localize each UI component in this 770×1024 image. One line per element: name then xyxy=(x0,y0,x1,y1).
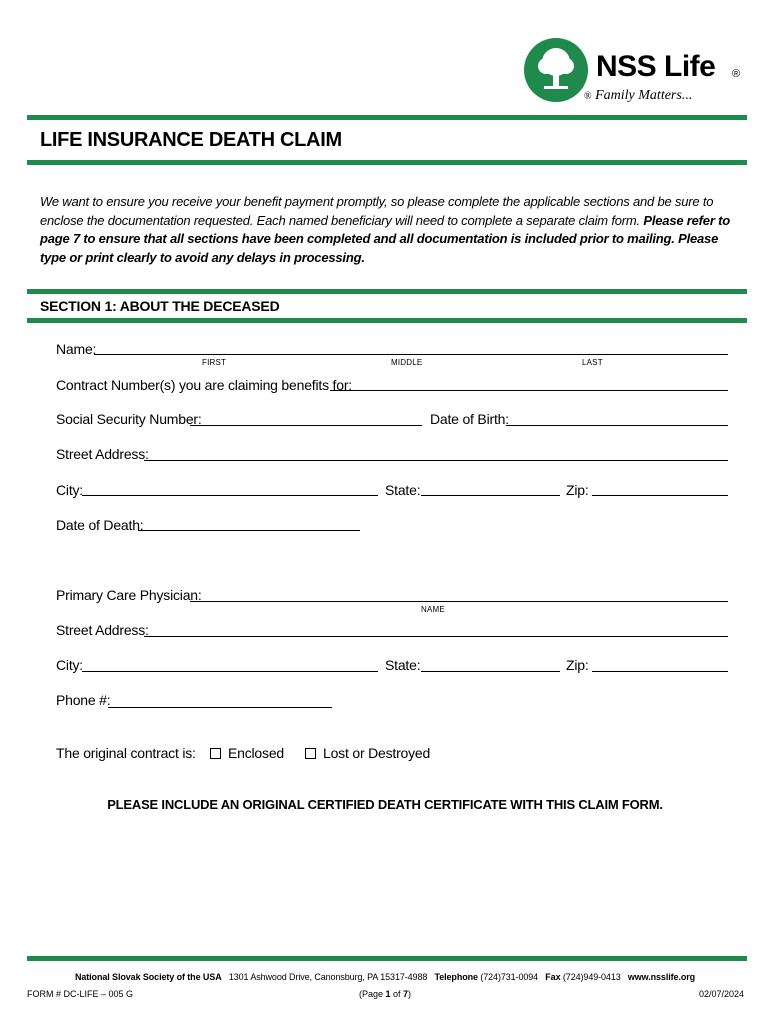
state-field[interactable] xyxy=(421,495,560,496)
title-divider xyxy=(27,160,747,165)
ssn-field[interactable] xyxy=(190,425,422,426)
logo-tagline: ® Family Matters... xyxy=(584,88,693,103)
revision-date: 02/07/2024 xyxy=(698,989,744,999)
page-title: LIFE INSURANCE DEATH CLAIM xyxy=(40,129,342,151)
city-label: City: xyxy=(56,482,84,498)
dob-label: Date of Birth: xyxy=(430,411,509,427)
physician-field[interactable] xyxy=(190,601,728,602)
tree-logo-icon xyxy=(524,38,588,102)
physician-city-label: City: xyxy=(56,657,84,673)
physician-label: Primary Care Physician: xyxy=(56,587,202,603)
physician-zip-label: Zip: xyxy=(566,657,589,673)
city-field[interactable] xyxy=(82,495,378,496)
enclosed-option-label: Enclosed xyxy=(228,745,284,761)
page-indicator: (Page 1 of 7) xyxy=(358,989,412,999)
physician-street-field[interactable] xyxy=(144,636,728,637)
phone-field[interactable] xyxy=(108,707,332,708)
zip-label: Zip: xyxy=(566,482,589,498)
physician-state-label: State: xyxy=(385,657,421,673)
contract-number-field[interactable] xyxy=(330,390,728,391)
name-middle-caption: MIDDLE xyxy=(391,358,423,367)
enclosed-checkbox[interactable] xyxy=(210,748,221,759)
zip-field[interactable] xyxy=(592,495,728,496)
intro-paragraph: We want to ensure you receive your benefit payment promptly, so please complete the applicable sections and be sure to enclose the documentation requested. Each named beneficiary will need to complete a separate claim form. Please refer to page 7 to ensure that all sections have been completed and all documentation is included prior to mailing. Please type or print clearly to avoid any delays in processing. xyxy=(40,194,730,265)
section1-top-divider xyxy=(27,289,747,294)
form-number: FORM # DC-LIFE – 005 G xyxy=(27,989,134,999)
name-label: Name: xyxy=(56,341,97,357)
physician-state-field[interactable] xyxy=(421,671,560,672)
name-field[interactable] xyxy=(94,354,728,355)
death-certificate-notice: PLEASE INCLUDE AN ORIGINAL CERTIFIED DEATH CERTIFICATE WITH THIS CLAIM FORM. xyxy=(107,797,663,812)
phone-label: Phone #: xyxy=(56,692,111,708)
physician-city-field[interactable] xyxy=(82,671,378,672)
street-address-label: Street Address: xyxy=(56,446,149,462)
top-divider xyxy=(27,115,747,120)
street-address-field[interactable] xyxy=(144,460,728,461)
date-of-death-label: Date of Death: xyxy=(56,517,144,533)
name-first-caption: FIRST xyxy=(202,358,227,367)
physician-street-label: Street Address: xyxy=(56,622,149,638)
lost-destroyed-checkbox[interactable] xyxy=(305,748,316,759)
state-label: State: xyxy=(385,482,421,498)
footer-contact: National Slovak Society of the USA 1301 Ashwood Drive, Canonsburg, PA 15317-4988 Telephone (724)731-0094 Fax (724)949-0413 www.nsslife.org xyxy=(74,972,696,982)
ssn-label: Social Security Number: xyxy=(56,411,202,427)
logo-registered-mark: ® xyxy=(732,68,741,80)
logo-name: NSS Life xyxy=(596,50,716,83)
section1-heading: SECTION 1: ABOUT THE DECEASED xyxy=(40,298,280,314)
physician-name-caption: NAME xyxy=(421,605,445,614)
name-last-caption: LAST xyxy=(582,358,603,367)
footer-divider xyxy=(27,956,747,961)
physician-zip-field[interactable] xyxy=(592,671,728,672)
lost-destroyed-option-label: Lost or Destroyed xyxy=(323,745,431,761)
dob-field[interactable] xyxy=(506,425,728,426)
logo xyxy=(524,38,754,108)
section1-bottom-divider xyxy=(27,318,747,323)
contract-number-label: Contract Number(s) you are claiming benefits for: xyxy=(56,377,352,393)
date-of-death-field[interactable] xyxy=(138,530,360,531)
contract-status-label: The original contract is: xyxy=(56,745,196,761)
